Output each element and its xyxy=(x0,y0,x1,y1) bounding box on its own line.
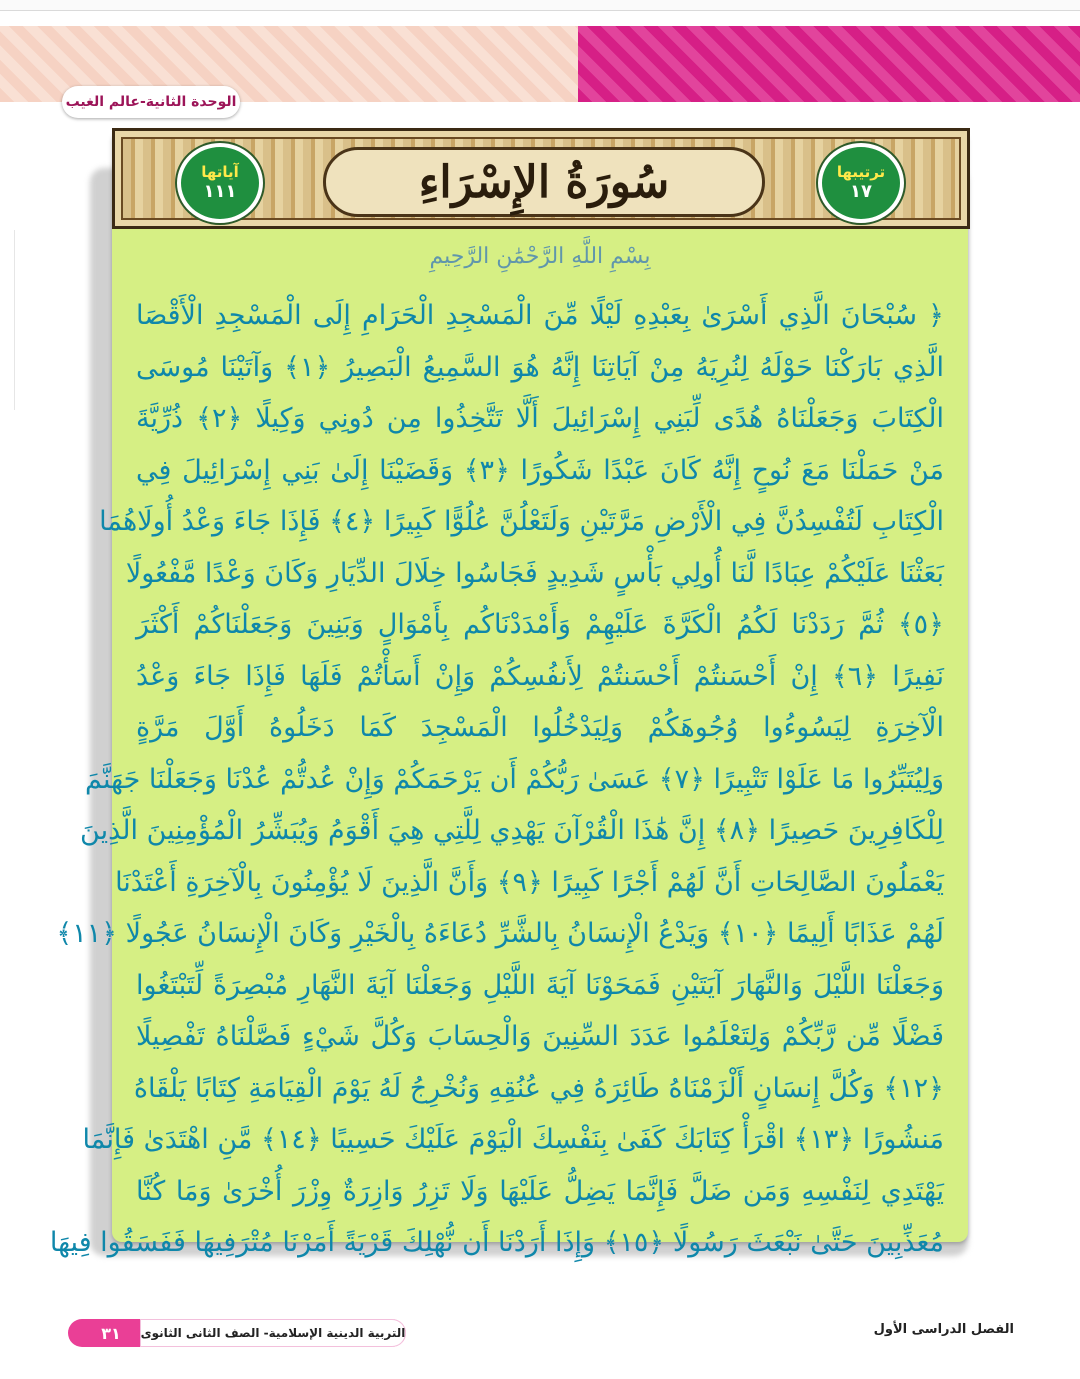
verse-count-label: آياتها xyxy=(201,163,239,181)
verse-line: الْكِتَابَ وَجَعَلْنَاهُ هُدًى لِّبَنِي إِسْرَائِيلَ أَلَّا تَتَّخِذُوا مِن دُونِي وَكِيلًا ﴿٢﴾ ذُرِّيَّةَ xyxy=(136,403,944,434)
decorative-band-magenta xyxy=(578,26,1080,102)
verse-line: نَفِيرًا ﴿٦﴾ إِنْ أَحْسَنتُمْ أَحْسَنتُمْ لِأَنفُسِكُمْ وَإِنْ أَسَأْتُمْ فَلَهَا فَإِذَا جَاءَ وَعْدُ xyxy=(136,660,944,692)
verse-count-value: ١١١ xyxy=(203,181,237,202)
page-number: ٣١ xyxy=(101,1323,121,1343)
verse-line: يَعْمَلُونَ الصَّالِحَاتِ أَنَّ لَهُمْ أَجْرًا كَبِيرًا ﴿٩﴾ وَأَنَّ الَّذِينَ لَا يُؤْمِنُونَ بِالْآخِرَةِ أَعْتَدْنَا xyxy=(115,866,944,898)
verse-line: ﴿١٢﴾ وَكُلَّ إِنسَانٍ أَلْزَمْنَاهُ طَائِرَهُ فِي عُنُقِهِ وَنُخْرِجُ لَهُ يَوْمَ الْقِيَامَةِ كِتَابًا يَلْقَاهُ xyxy=(133,1072,944,1104)
verse-line: الْآخِرَةِ لِيَسُوءُوا وُجُوهَكُمْ وَلِيَدْخُلُوا الْمَسْجِدَ كَمَا دَخَلُوهُ أَوَّلَ مَرَّةٍ xyxy=(136,712,944,743)
surah-order-value: ١٧ xyxy=(850,181,872,202)
verse-line: الَّذِي بَارَكْنَا حَوْلَهُ لِنُرِيَهُ مِنْ آيَاتِنَا إِنَّهُ هُوَ السَّمِيعُ الْبَصِيرُ ﴿١﴾ وَآتَيْنَا مُوسَى xyxy=(136,351,944,383)
title-cartouche xyxy=(323,147,765,217)
verse-text-block xyxy=(49,290,945,1258)
verse-line: لِلْكَافِرِينَ حَصِيرًا ﴿٨﴾ إِنَّ هَٰذَا الْقُرْآنَ يَهْدِي لِلَّتِي هِيَ أَقْوَمُ وَيُبَشِّرُ الْمُؤْمِنِينَ الَّذِينَ xyxy=(80,815,944,846)
verse-line: مَنشُورًا ﴿١٣﴾ اقْرَأْ كِتَابَكَ كَفَىٰ بِنَفْسِكَ الْيَوْمَ عَلَيْكَ حَسِيبًا ﴿١٤﴾ مَّنِ اهْتَدَىٰ فَإِنَّمَا xyxy=(82,1124,944,1155)
verse-line: يَهْتَدِي لِنَفْسِهِ وَمَن ضَلَّ فَإِنَّمَا يَضِلُّ عَلَيْهَا وَلَا تَزِرُ وَازِرَةٌ وِزْرَ أُخْرَىٰ وَمَا كُنَّا xyxy=(136,1175,944,1207)
verse-count-badge xyxy=(177,143,263,223)
top-border xyxy=(0,0,1080,11)
verse-line: وَلِيُتَبِّرُوا مَا عَلَوْا تَتْبِيرًا ﴿٧﴾ عَسَىٰ رَبُّكُمْ أَن يَرْحَمَكُمْ وَإِنْ عُدتُّمْ عُدْنَا وَجَعَلْنَا جَهَنَّمَ xyxy=(85,763,944,795)
verse-line: ﴿ سُبْحَانَ الَّذِي أَسْرَىٰ بِعَبْدِهِ لَيْلًا مِّنَ الْمَسْجِدِ الْحَرَامِ إِلَى الْمَسْجِدِ الْأَقْصَا xyxy=(136,300,944,331)
verse-line: فَضْلًا مِّن رَّبِّكُمْ وَلِتَعْلَمُوا عَدَدَ السِّنِينَ وَالْحِسَابَ وَكُلَّ شَيْءٍ فَصَّلْنَاهُ تَفْصِيلًا xyxy=(136,1021,944,1052)
verse-line: وَجَعَلْنَا اللَّيْلَ وَالنَّهَارَ آيَتَيْنِ فَمَحَوْنَا آيَةَ اللَّيْلِ وَجَعَلْنَا آيَةَ النَّهَارِ مُبْصِرَةً لِّتَبْتَغُوا xyxy=(136,969,945,1001)
surah-order-label: ترتيبها xyxy=(836,163,886,181)
surah-title: سُورَةُ الإِسْرَاءِ xyxy=(418,156,670,208)
verse-line: ﴿٥﴾ ثُمَّ رَدَدْنَا لَكُمُ الْكَرَّةَ عَلَيْهِمْ وَأَمْدَدْنَاكُم بِأَمْوَالٍ وَبَنِينَ وَجَعَلْنَاكُمْ أَكْثَرَ xyxy=(136,609,944,640)
basmala: بِسْمِ اللَّهِ الرَّحْمَٰنِ الرَّحِيمِ xyxy=(429,244,651,269)
verse-line: مَنْ حَمَلْنَا مَعَ نُوحٍ إِنَّهُ كَانَ عَبْدًا شَكُورًا ﴿٣﴾ وَقَضَيْنَا إِلَىٰ بَنِي إِسْرَائِيلَ فِي xyxy=(136,454,945,486)
surah-order-badge xyxy=(818,143,904,223)
page-edge-divider xyxy=(0,230,15,410)
verse-line: مُعَذِّبِينَ حَتَّىٰ نَبْعَثَ رَسُولًا ﴿١٥﴾ وَإِذَا أَرَدْنَا أَن نُّهْلِكَ قَرْيَةً أَمَرْنَا مُتْرَفِيهَا فَفَسَقُوا فِيهَا xyxy=(49,1227,944,1258)
semester-label: الفصل الدراسى الأول xyxy=(873,1322,1014,1337)
book-title: التربية الدينية الإسلامية- الصف الثانى الثانوى xyxy=(140,1319,406,1347)
unit-label: الوحدة الثانية-عالم الغيب xyxy=(62,86,240,118)
verse-line: لَهُمْ عَذَابًا أَلِيمًا ﴿١٠﴾ وَيَدْعُ الْإِنسَانُ بِالشَّرِّ دُعَاءَهُ بِالْخَيْرِ وَكَانَ الْإِنسَانُ عَجُولًا ﴿١١﴾ xyxy=(56,918,944,949)
verse-line: بَعَثْنَا عَلَيْكُمْ عِبَادًا لَّنَا أُولِي بَأْسٍ شَدِيدٍ فَجَاسُوا خِلَالَ الدِّيَارِ وَكَانَ وَعْدًا مَّفْعُولًا xyxy=(125,557,944,589)
verse-line: الْكِتَابِ لَتُفْسِدُنَّ فِي الْأَرْضِ مَرَّتَيْنِ وَلَتَعْلُنَّ عُلُوًّا كَبِيرًا ﴿٤﴾ فَإِذَا جَاءَ وَعْدُ أُولَاهُمَا xyxy=(99,506,944,537)
